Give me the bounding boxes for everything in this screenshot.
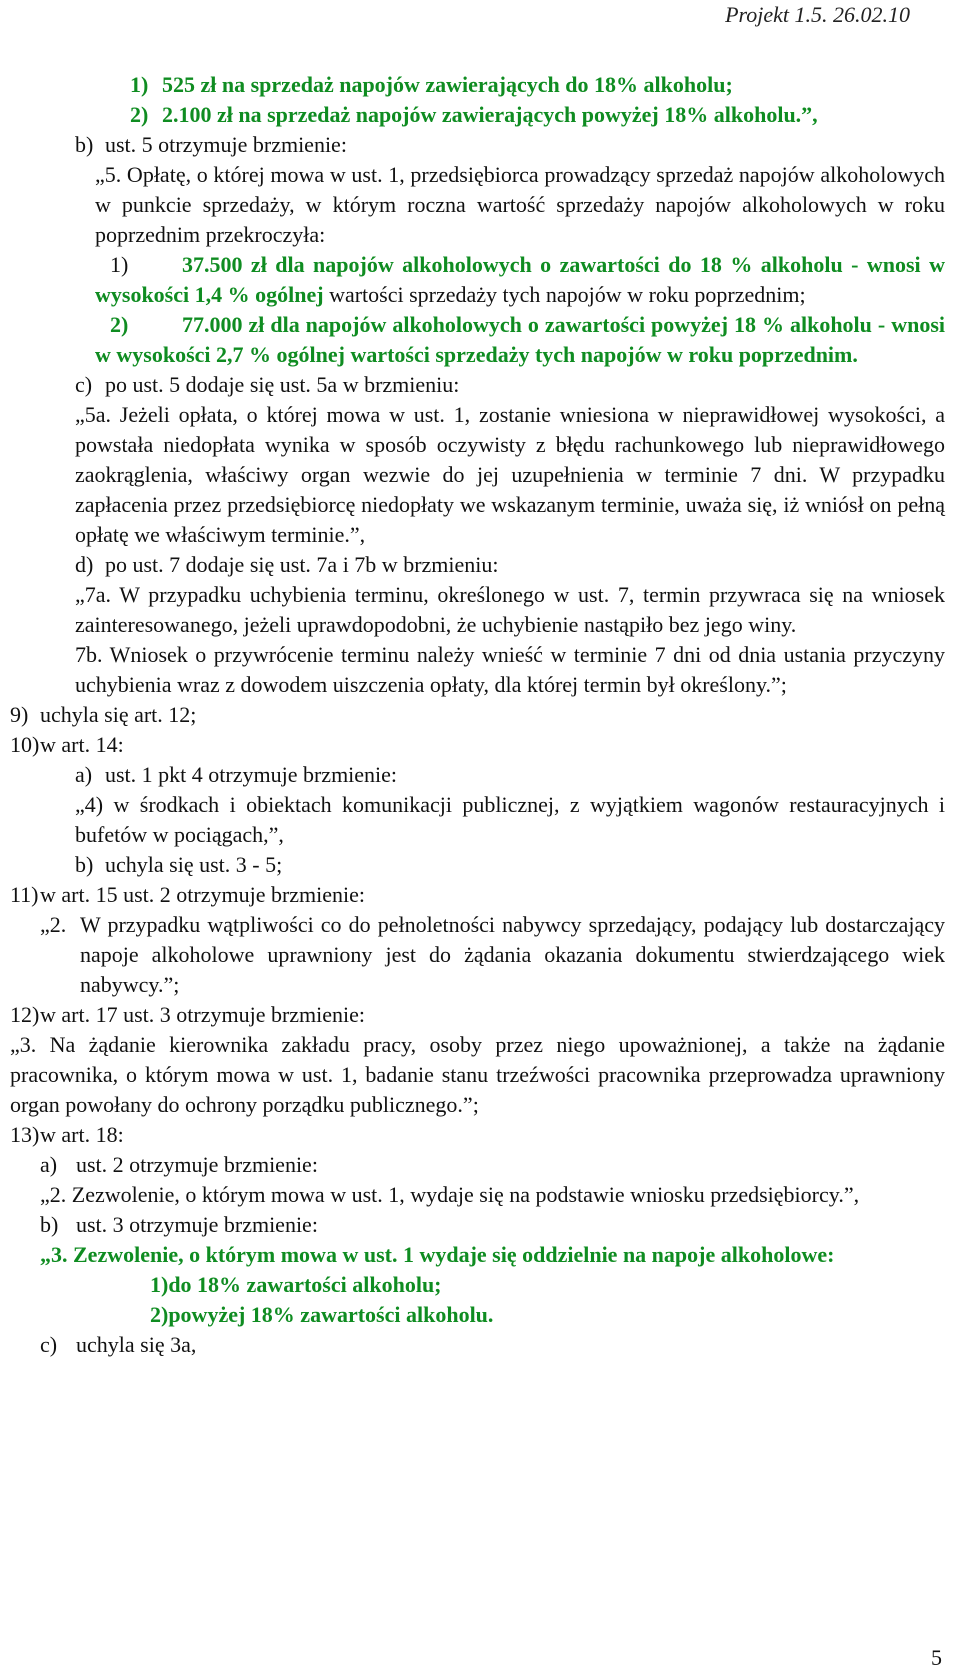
- item-13b-point-2: 2)powyżej 18% zawartości alkoholu.: [150, 1302, 494, 1327]
- item-10a: a) ust. 1 pkt 4 otrzymuje brzmienie:: [75, 762, 398, 787]
- paragraph-5-point-2: 2) 77.000 zł dla napojów alkoholowych o zawartości powyżej 18 % alkoholu - wnosi w wysokości 2,7 % ogólnej wartości sprzedaży tych napojów w roku poprzednim.: [95, 312, 945, 367]
- document-header: Projekt 1.5. 26.02.10: [725, 2, 910, 27]
- item-12-quote: „3. Na żądanie kierownika zakładu pracy, osoby przez niego upoważnionej, a także na żądanie pracownika, o którym mowa w ust. 1, badanie stanu trzeźwości pracownika przeprowadza uprawniony organ powołany do ochrony porządku publicznego.”;: [10, 1032, 945, 1117]
- page-number: 5: [931, 1645, 942, 1670]
- item-d: d) po ust. 7 dodaje się ust. 7a i 7b w brzmieniu:: [75, 552, 499, 577]
- item-10b: b) uchyla się ust. 3 - 5;: [75, 852, 283, 877]
- item-9: 9) uchyla się art. 12;: [10, 702, 197, 727]
- paragraph-5: „5. Opłatę, o której mowa w ust. 1, przedsiębiorca prowadzący sprzedaż napojów alkoholowych w punkcie sprzedaży, w którym roczna wartość sprzedaży napojów alkoholowych w roku poprzednim przekroczyła:: [95, 162, 945, 247]
- amend-point-2: 2) 2.100 zł na sprzedaż napojów zawierających powyżej 18% alkoholu.”,: [130, 102, 818, 127]
- item-11-quote: „2. W przypadku wątpliwości co do pełnoletności nabywcy sprzedający, podający lub dostarczający napoje alkoholowe uprawniony jest do żądania okazania dokumentu stwierdzającego wiek nabywcy.”;: [40, 912, 945, 997]
- item-10a-quote: „4) w środkach i obiektach komunikacji publicznej, z wyjątkiem wagonów restauracyjnych i bufetów w pociągach,”,: [75, 792, 945, 847]
- item-b: b) ust. 5 otrzymuje brzmienie:: [75, 132, 347, 157]
- paragraph-7a: „7a. W przypadku uchybienia terminu, określonego w ust. 7, termin przywraca się na wniosek zainteresowanego, jeżeli uprawdopodobni, że uchybienie nastąpiło bez jego winy.: [75, 582, 945, 637]
- item-13: 13) w art. 18:: [10, 1122, 124, 1147]
- item-13b-quote: „3. Zezwolenie, o którym mowa w ust. 1 wydaje się oddzielnie na napoje alkoholowe:: [40, 1242, 835, 1267]
- item-13a: a) ust. 2 otrzymuje brzmienie:: [40, 1152, 318, 1177]
- item-13c: c) uchyla się 3a,: [40, 1332, 197, 1357]
- document-body: [10, 70, 945, 1360]
- item-c: c) po ust. 5 dodaje się ust. 5a w brzmieniu:: [75, 372, 460, 397]
- item-10: 10) w art. 14:: [10, 732, 124, 757]
- item-11: 11) w art. 15 ust. 2 otrzymuje brzmienie:: [10, 882, 366, 907]
- item-13b: b) ust. 3 otrzymuje brzmienie:: [40, 1212, 318, 1237]
- item-13a-quote: „2. Zezwolenie, o którym mowa w ust. 1, wydaje się na podstawie wniosku przedsiębiorcy.”,: [40, 1182, 860, 1207]
- paragraph-7b: 7b. Wniosek o przywrócenie terminu należy wnieść w terminie 7 dni od dnia ustania przyczyny uchybienia wraz z dowodem uiszczenia opłaty, dla której termin był określony.”;: [75, 642, 945, 697]
- amend-point-1: 1) 525 zł na sprzedaż napojów zawierających do 18% alkoholu;: [130, 72, 733, 97]
- paragraph-5a: „5a. Jeżeli opłata, o której mowa w ust. 1, zostanie wniesiona w nieprawidłowej wysokości, a powstała niedopłata wynika w sposób oczywisty z błędu rachunkowego lub nieprawidłowego zaokrąglenia, właściwy organ wezwie do jej uzupełnienia w terminie 7 dni. W przypadku zapłacenia przez przedsiębiorcę niedopłaty we wskazanym terminie, uważa się, iż wniósł on pełną opłatę we właściwym terminie.”,: [75, 402, 945, 547]
- item-13b-point-1: 1)do 18% zawartości alkoholu;: [150, 1272, 442, 1297]
- item-12: 12) w art. 17 ust. 3 otrzymuje brzmienie:: [10, 1002, 366, 1027]
- paragraph-5-point-1: 1) 37.500 zł dla napojów alkoholowych o zawartości do 18 % alkoholu - wnosi w wysokości 1,4 % ogólnej wartości sprzedaży tych napojów w roku poprzednim;: [95, 252, 945, 307]
